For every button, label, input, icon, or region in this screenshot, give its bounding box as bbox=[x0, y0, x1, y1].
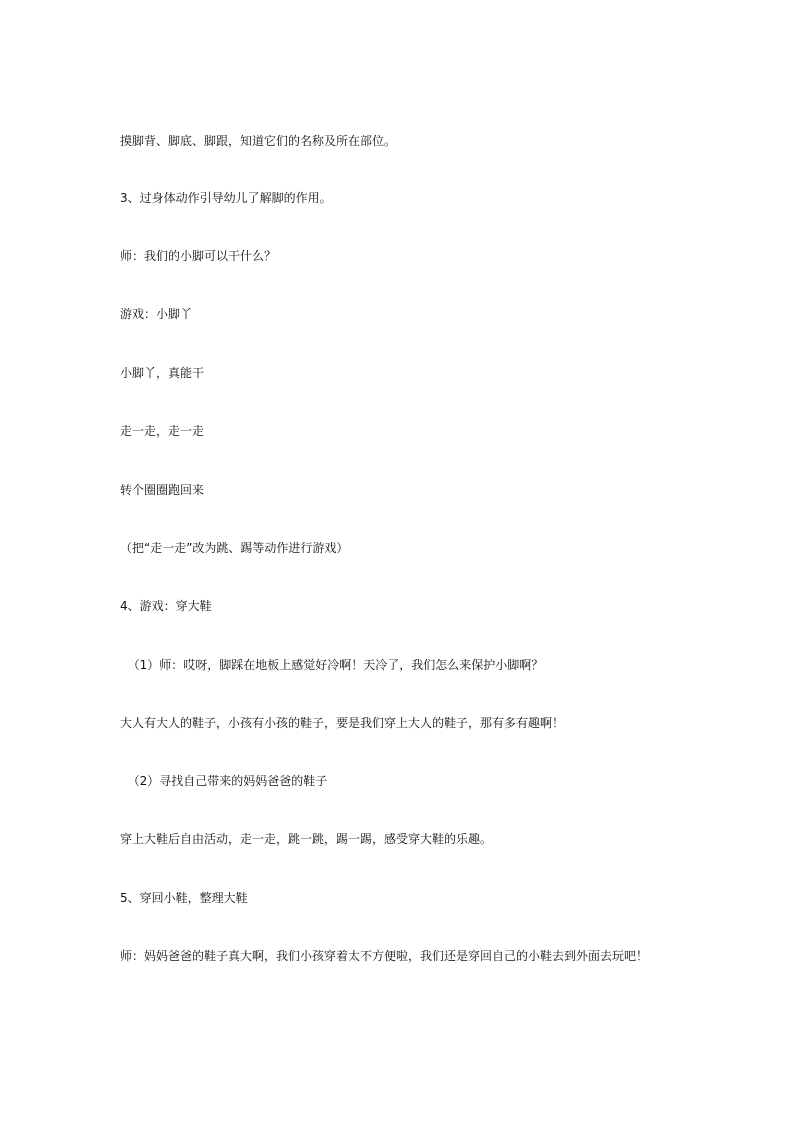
paragraph-rhyme-line-2: 走一走，走一走 bbox=[120, 424, 205, 438]
paragraph-game-note: （把“走一走”改为跳、踢等动作进行游戏） bbox=[120, 541, 349, 555]
paragraph-adult-shoes: 大人有大人的鞋子，小孩有小孩的鞋子，要是我们穿上大人的鞋子，那有多有趣啊！ bbox=[120, 716, 565, 730]
paragraph-step-3: 3、过身体动作引导幼儿了解脚的作用。 bbox=[120, 191, 332, 205]
paragraph-game-title: 游戏：小脚丫 bbox=[120, 307, 193, 321]
paragraph-teacher-question: 师：我们的小脚可以干什么？ bbox=[120, 249, 277, 263]
paragraph-teacher-closing: 师：妈妈爸爸的鞋子真大啊，我们小孩穿着太不方便啦，我们还是穿回自己的小鞋去到外面去玩吧！ bbox=[120, 949, 649, 963]
paragraph-free-activity: 穿上大鞋后自由活动，走一走，跳一跳，踢一踢，感受穿大鞋的乐趣。 bbox=[120, 832, 493, 846]
paragraph-step-5: 5、穿回小鞋，整理大鞋 bbox=[120, 891, 248, 905]
paragraph-rhyme-line-1: 小脚丫，真能干 bbox=[120, 366, 205, 380]
paragraph-touch-feet: 摸脚背、脚底、脚跟，知道它们的名称及所在部位。 bbox=[120, 134, 397, 148]
paragraph-step-4: 4、游戏：穿大鞋 bbox=[120, 599, 212, 613]
paragraph-substep-2: （2）寻找自己带来的妈妈爸爸的鞋子 bbox=[120, 774, 328, 788]
paragraph-substep-1: （1）师：哎呀，脚踩在地板上感觉好冷啊！天冷了，我们怎么来保护小脚啊？ bbox=[120, 658, 544, 672]
paragraph-rhyme-line-3: 转个圈圈跑回来 bbox=[120, 483, 205, 497]
